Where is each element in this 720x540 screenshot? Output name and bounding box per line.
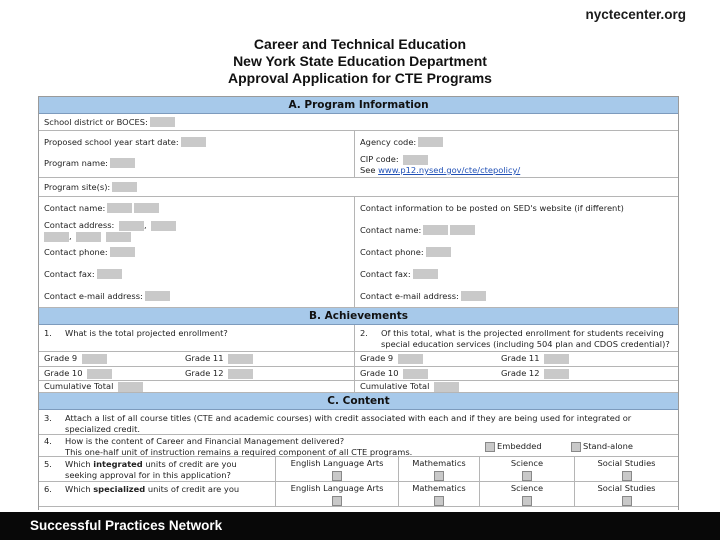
q3-number: 3. [44, 413, 52, 423]
q6-number: 6. [44, 484, 52, 494]
grade-11-field[interactable] [228, 354, 253, 364]
sed-contact-phone-label: Contact phone: [360, 246, 424, 257]
q6-science-checkbox[interactable] [522, 496, 532, 506]
grade-row-9-11 [39, 352, 678, 367]
q5-math-checkbox[interactable] [434, 471, 444, 481]
footer-banner: Successful Practices Network [0, 512, 720, 540]
q5-science-checkbox[interactable] [522, 471, 532, 481]
sed-email-field[interactable] [461, 291, 486, 301]
contact-first-name-field[interactable] [107, 203, 132, 213]
address-street-field[interactable] [119, 221, 144, 231]
q4-row [39, 435, 678, 457]
embedded-checkbox[interactable] [485, 442, 495, 452]
grade-9-label: Grade 9 [44, 353, 78, 363]
q5-bold: integrated [93, 459, 143, 469]
title-line-1: Career and Technical Education [253, 36, 467, 52]
sped-grade-10-label: Grade 10 [360, 368, 399, 378]
document-title [0, 36, 720, 87]
grade-9-field[interactable] [82, 354, 107, 364]
sites-label: Program site(s): [44, 181, 111, 192]
title-line-2: New York State Education Department [233, 53, 487, 69]
cip-code-label: CIP code: [360, 154, 399, 164]
site-url: nyctecenter.org [585, 7, 686, 22]
contact-phone-field[interactable] [110, 247, 135, 257]
q6-row [39, 482, 678, 507]
sed-phone-field[interactable] [426, 247, 451, 257]
program-name-field[interactable] [110, 158, 135, 168]
q6-math-label: Mathematics [412, 483, 466, 493]
embedded-label: Embedded [497, 441, 542, 451]
q6-math-checkbox[interactable] [434, 496, 444, 506]
address-line2-field[interactable] [151, 221, 176, 231]
cip-code-field[interactable] [403, 155, 428, 165]
contact-address-label: Contact address: [44, 220, 115, 230]
district-label: School district or BOCES: [44, 116, 148, 127]
q4-number: 4. [44, 436, 52, 446]
q6-social-studies-label: Social Studies [597, 483, 656, 493]
q5-math-label: Mathematics [412, 458, 466, 468]
q5-social-studies [574, 457, 678, 481]
sped-grade-11-label: Grade 11 [501, 353, 540, 363]
q6-science [479, 482, 574, 506]
contact-phone-label: Contact phone: [44, 246, 108, 257]
sped-grade-9-field[interactable] [398, 354, 423, 364]
q6-ela-label: English Language Arts [290, 483, 384, 493]
q3-text: Attach a list of all course titles (CTE and academic courses) with credit associated with each and if they are being used for integrated or specialized credit. [65, 413, 632, 434]
contact-email-field[interactable] [145, 291, 170, 301]
start-date-field[interactable] [181, 137, 206, 147]
enrollment-question-row [39, 325, 678, 352]
q5-social-studies-checkbox[interactable] [622, 471, 632, 481]
sed-fax-field[interactable] [413, 269, 438, 279]
sed-last-name-field[interactable] [450, 225, 475, 235]
sed-contact-name-label: Contact name: [360, 224, 422, 235]
section-a-header: A. Program Information [39, 97, 678, 114]
cip-link[interactable]: www.p12.nysed.gov/cte/ctepolicy/ [378, 165, 521, 175]
q5-science-label: Science [510, 458, 544, 468]
sed-contact-heading: Contact information to be posted on SED's website (if different) [360, 202, 624, 213]
agency-code-field[interactable] [418, 137, 443, 147]
q4-line-1: How is the content of Career and Financial Management delivered? [65, 436, 345, 446]
q6-ela [275, 482, 398, 506]
q2-text: Of this total, what is the projected enrollment for students receiving special education services (including 504 plan and CDOS credential)? [381, 328, 670, 349]
q5-post: units of credit are you [145, 459, 237, 469]
q5-number: 5. [44, 459, 52, 469]
sed-contact-fax-label: Contact fax: [360, 268, 411, 279]
q2-number: 2. [360, 328, 368, 338]
q5-math [398, 457, 479, 481]
q5-science [479, 457, 574, 481]
q4-line-2: This one-half unit of instruction remains a required component of all CTE programs. [65, 447, 413, 457]
cumulative-field[interactable] [118, 382, 143, 392]
sed-first-name-field[interactable] [423, 225, 448, 235]
q6-pre: Which [65, 484, 91, 494]
q6-math [398, 482, 479, 506]
grade-11-label: Grade 11 [185, 353, 224, 363]
application-form [38, 96, 679, 510]
q6-ela-checkbox[interactable] [332, 496, 342, 506]
standalone-label: Stand-alone [583, 441, 633, 451]
q5-ela-label: English Language Arts [290, 458, 384, 468]
address-zip-field[interactable] [106, 232, 131, 242]
sped-cumulative-field[interactable] [434, 382, 459, 392]
grade-12-label: Grade 12 [185, 368, 224, 378]
district-row [39, 114, 678, 131]
sed-contact-email-label: Contact e-mail address: [360, 290, 459, 301]
q1-number: 1. [44, 328, 52, 338]
standalone-checkbox[interactable] [571, 442, 581, 452]
section-c-header: C. Content [39, 393, 678, 410]
contact-name-label: Contact name: [44, 202, 106, 213]
contact-row: Contact name: Contact address: , , Contact phone: Contact fax: Contact e-mail address: Contact information to be posted on SED's website (if different) Contact name: Contact phone: Contact fax: Contact e-mail address: [39, 197, 678, 308]
see-label: See [360, 165, 376, 175]
district-field[interactable] [150, 117, 175, 127]
grade-row-10-12 [39, 367, 678, 381]
sped-grade-12-label: Grade 12 [501, 368, 540, 378]
sites-field[interactable] [112, 182, 137, 192]
contact-email-label: Contact e-mail address: [44, 290, 143, 301]
q5-line-2: seeking approval for in this application? [65, 470, 231, 480]
grade-10-label: Grade 10 [44, 368, 83, 378]
contact-fax-label: Contact fax: [44, 268, 95, 279]
q6-social-studies [574, 482, 678, 506]
q5-ela-checkbox[interactable] [332, 471, 342, 481]
q6-bold: specialized [93, 484, 146, 494]
sped-cumulative-label: Cumulative Total [360, 381, 430, 391]
q6-post: units of credit are you [147, 484, 240, 494]
grade-12-field[interactable] [228, 369, 253, 379]
cumulative-label: Cumulative Total [44, 381, 114, 391]
program-name-label: Program name: [44, 157, 108, 168]
q6-social-studies-checkbox[interactable] [622, 496, 632, 506]
q1-text: What is the total projected enrollment? [65, 328, 228, 338]
address-state-field[interactable] [76, 232, 101, 242]
sped-grade-12-field[interactable] [544, 369, 569, 379]
start-date-label: Proposed school year start date: [44, 136, 179, 147]
program-row [39, 131, 678, 178]
q5-ela [275, 457, 398, 481]
contact-fax-field[interactable] [97, 269, 122, 279]
contact-last-name-field[interactable] [134, 203, 159, 213]
q3-row [39, 410, 678, 435]
section-b-header: B. Achievements [39, 308, 678, 325]
grade-10-field[interactable] [87, 369, 112, 379]
q6-science-label: Science [510, 483, 544, 493]
sites-row [39, 178, 678, 197]
title-line-3: Approval Application for CTE Programs [228, 70, 492, 86]
sped-grade-11-field[interactable] [544, 354, 569, 364]
q5-social-studies-label: Social Studies [597, 458, 656, 468]
sped-grade-9-label: Grade 9 [360, 353, 394, 363]
sped-grade-10-field[interactable] [403, 369, 428, 379]
q5-pre: Which [65, 459, 91, 469]
q5-row [39, 457, 678, 482]
agency-code-label: Agency code: [360, 136, 417, 147]
address-city-field[interactable] [44, 232, 69, 242]
cumulative-row [39, 381, 678, 393]
